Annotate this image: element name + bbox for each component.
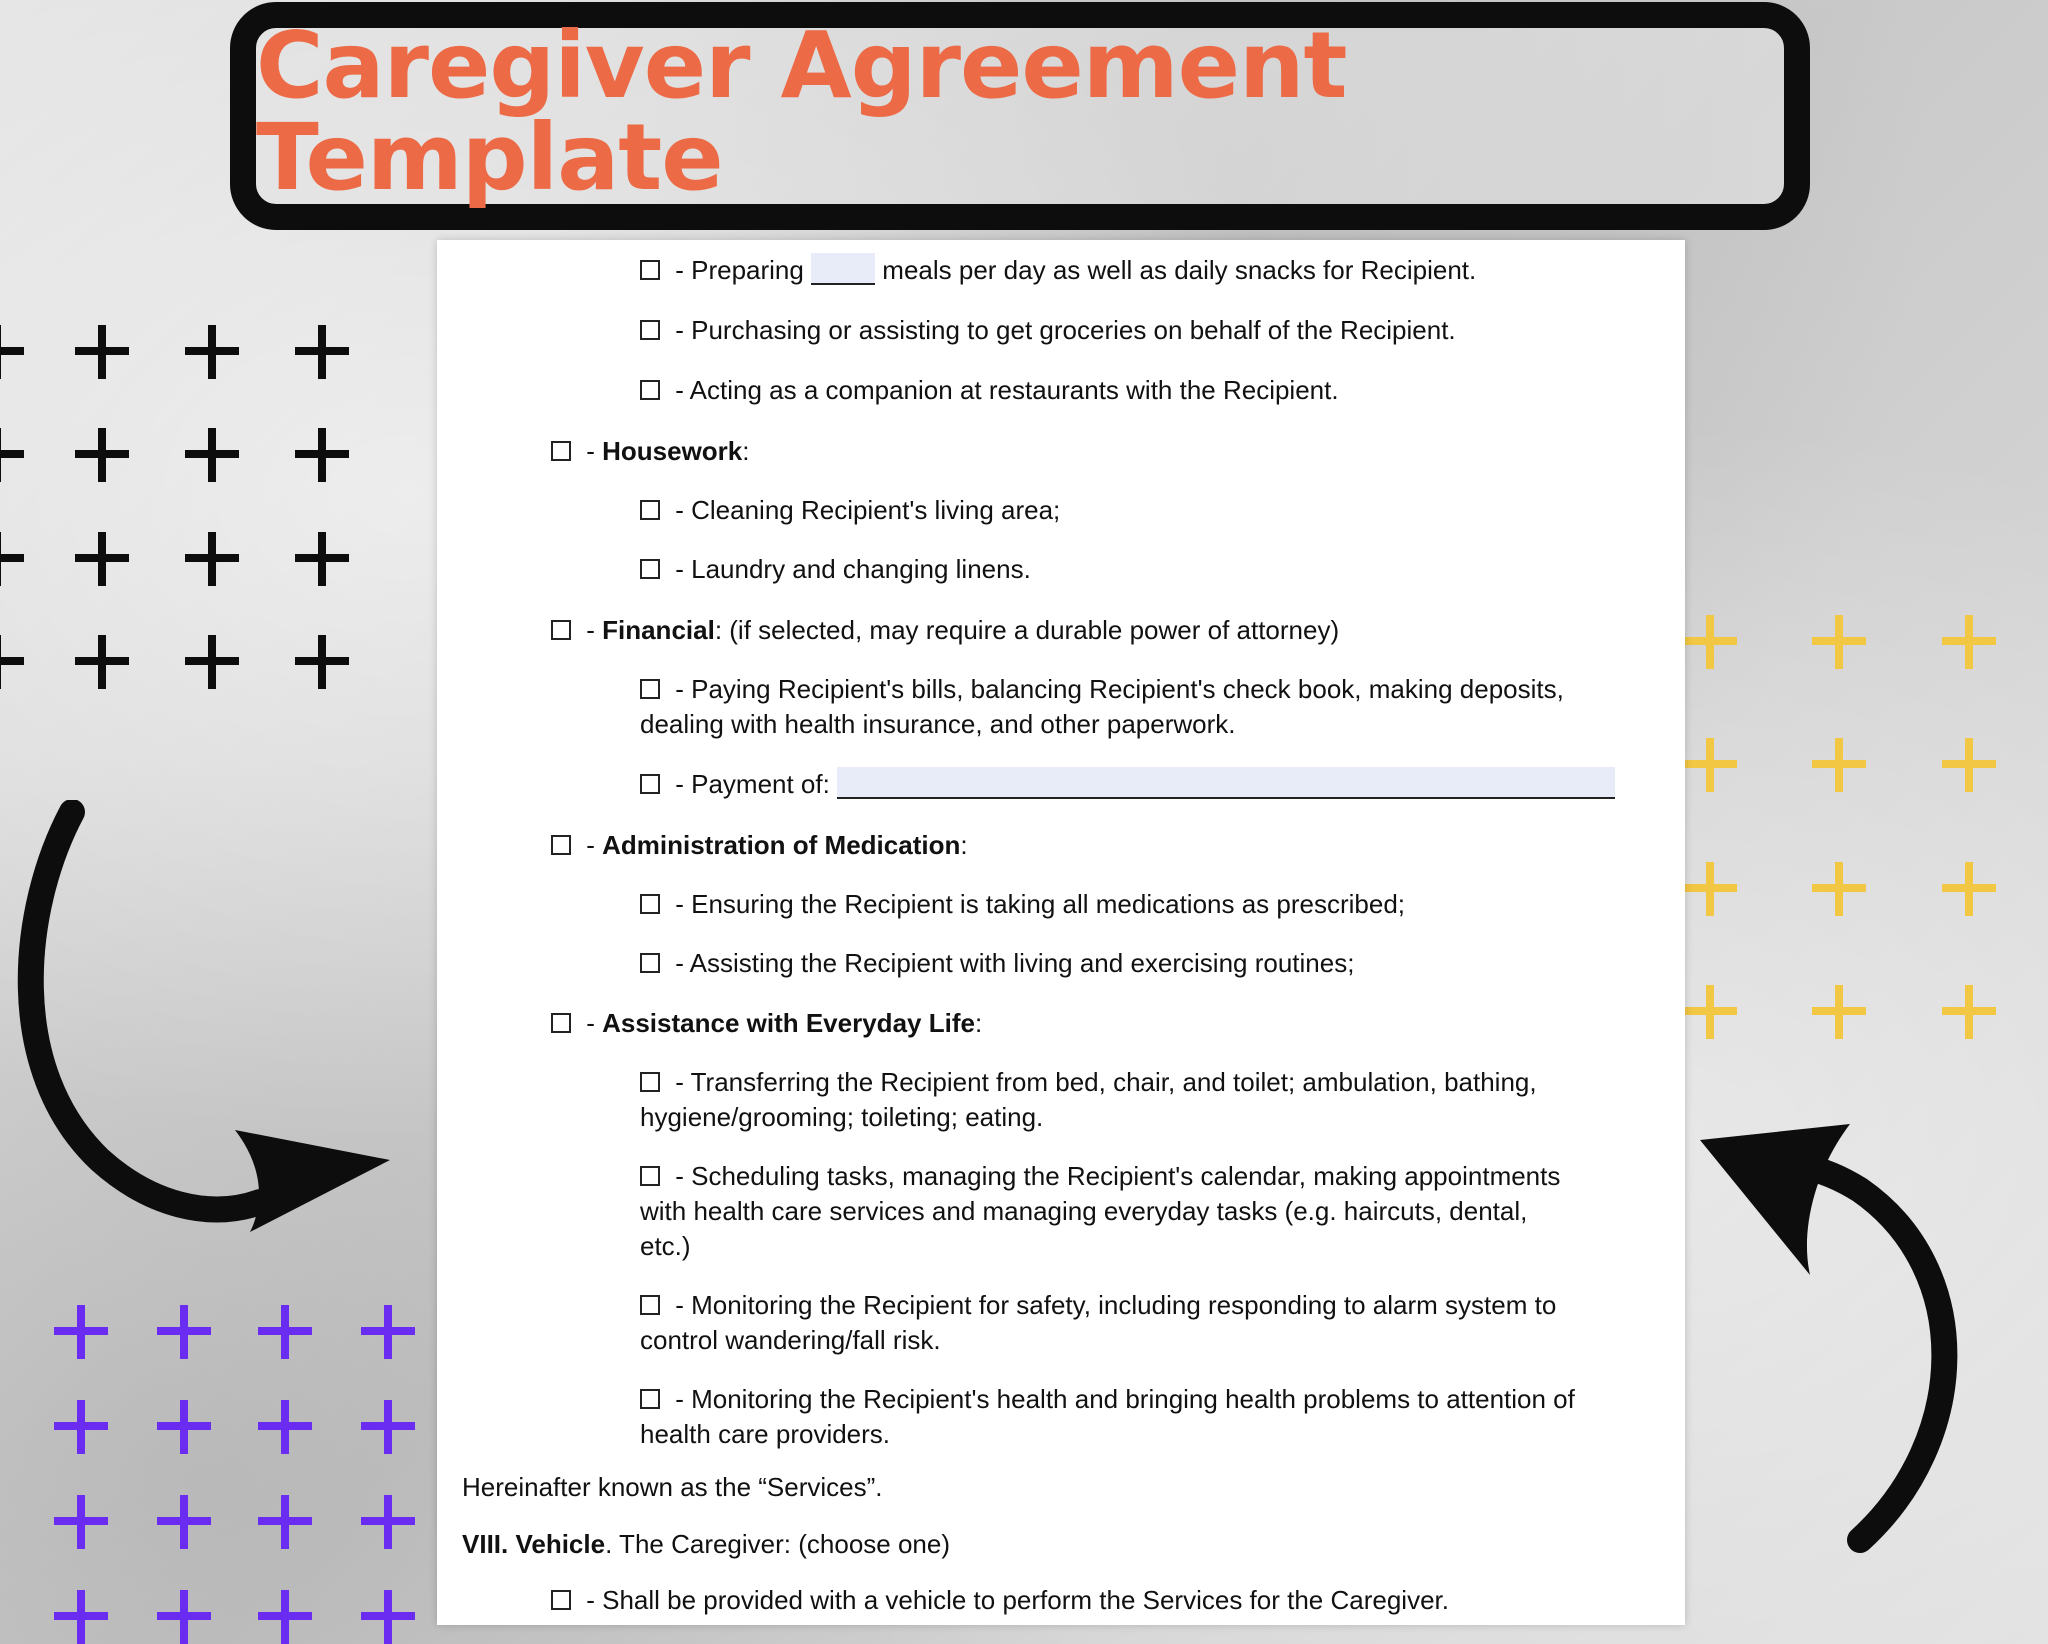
checkbox-icon[interactable] xyxy=(551,1590,571,1610)
plus-icon xyxy=(295,532,349,586)
plus-icon xyxy=(0,428,24,482)
checkbox-icon[interactable] xyxy=(640,380,660,400)
plus-icon xyxy=(54,1305,108,1359)
plus-icon xyxy=(1942,738,1996,792)
section-everyday-life: - Assistance with Everyday Life: xyxy=(551,1005,982,1041)
plus-icon xyxy=(1683,738,1737,792)
list-item-scheduling: - Scheduling tasks, managing the Recipient's calendar, making appointments xyxy=(640,1158,1560,1194)
title-banner xyxy=(230,2,1810,230)
payment-field[interactable] xyxy=(837,767,1615,799)
list-item-cleaning: - Cleaning Recipient's living area; xyxy=(640,492,1060,528)
checkbox-icon[interactable] xyxy=(640,1389,660,1409)
plus-icon xyxy=(1812,615,1866,669)
plus-icon xyxy=(185,532,239,586)
banner-title: Caregiver Agreement Template xyxy=(256,12,1347,211)
plus-icon xyxy=(1683,615,1737,669)
checkbox-icon[interactable] xyxy=(640,894,660,914)
plus-icon xyxy=(258,1590,312,1644)
plus-icon xyxy=(1942,985,1996,1039)
section-financial: - Financial: (if selected, may require a durable power of attorney) xyxy=(551,612,1339,648)
list-item-scheduling-cont: etc.) xyxy=(640,1231,691,1261)
plus-icon xyxy=(185,635,239,689)
list-item-meals: - Preparing meals per day as well as daily snacks for Recipient. xyxy=(640,252,1476,288)
plus-icon xyxy=(295,635,349,689)
checkbox-icon[interactable] xyxy=(640,1295,660,1315)
services-definition: Hereinafter known as the “Services”. xyxy=(462,1472,883,1502)
list-item-medication-1: - Ensuring the Recipient is taking all medications as prescribed; xyxy=(640,886,1405,922)
list-item-health-cont: health care providers. xyxy=(640,1419,891,1449)
checkbox-icon[interactable] xyxy=(551,620,571,640)
plus-icon xyxy=(157,1590,211,1644)
list-item-scheduling-cont: with health care services and managing everyday tasks (e.g. haircuts, dental, xyxy=(640,1196,1528,1226)
plus-icon xyxy=(1942,615,1996,669)
curved-arrow-left-pointing-icon xyxy=(1690,1110,1990,1560)
plus-icon xyxy=(54,1400,108,1454)
list-item-payment: - Payment of: xyxy=(640,766,1615,802)
list-item-laundry: - Laundry and changing linens. xyxy=(640,551,1031,587)
checkbox-icon[interactable] xyxy=(551,835,571,855)
list-item-safety-cont: control wandering/fall risk. xyxy=(640,1325,941,1355)
plus-icon xyxy=(75,428,129,482)
plus-icon xyxy=(185,325,239,379)
section-vehicle: VIII. Vehicle. The Caregiver: (choose one) xyxy=(462,1529,950,1559)
plus-icon xyxy=(1812,985,1866,1039)
plus-icon xyxy=(54,1495,108,1549)
section-medication: - Administration of Medication: xyxy=(551,827,968,863)
plus-icon xyxy=(1683,862,1737,916)
plus-icon xyxy=(295,428,349,482)
plus-icon xyxy=(157,1495,211,1549)
list-item-medication-2: - Assisting the Recipient with living and exercising routines; xyxy=(640,945,1354,981)
checkbox-icon[interactable] xyxy=(640,679,660,699)
checkbox-icon[interactable] xyxy=(640,559,660,579)
plus-icon xyxy=(361,1590,415,1644)
plus-icon xyxy=(157,1305,211,1359)
list-item-companion: - Acting as a companion at restaurants with the Recipient. xyxy=(640,372,1339,408)
plus-icon xyxy=(0,532,24,586)
checkbox-icon[interactable] xyxy=(640,953,660,973)
checkbox-icon[interactable] xyxy=(640,320,660,340)
list-item-safety: - Monitoring the Recipient for safety, including responding to alarm system to xyxy=(640,1287,1556,1323)
plus-icon xyxy=(258,1495,312,1549)
list-item-vehicle-option: - Shall be provided with a vehicle to perform the Services for the Caregiver. xyxy=(551,1582,1449,1618)
meals-count-field[interactable] xyxy=(811,253,875,285)
checkbox-icon[interactable] xyxy=(640,500,660,520)
checkbox-icon[interactable] xyxy=(640,1072,660,1092)
plus-icon xyxy=(258,1400,312,1454)
plus-icon xyxy=(75,325,129,379)
list-item-transfer: - Transferring the Recipient from bed, chair, and toilet; ambulation, bathing, xyxy=(640,1064,1537,1100)
plus-icon xyxy=(1812,738,1866,792)
list-item-transfer-cont: hygiene/grooming; toileting; eating. xyxy=(640,1102,1044,1132)
plus-icon xyxy=(361,1495,415,1549)
plus-icon xyxy=(1812,862,1866,916)
checkbox-icon[interactable] xyxy=(551,441,571,461)
plus-icon xyxy=(185,428,239,482)
checkbox-icon[interactable] xyxy=(640,774,660,794)
plus-icon xyxy=(1683,985,1737,1039)
list-item-bills-cont: dealing with health insurance, and other paperwork. xyxy=(640,709,1236,739)
list-item-bills: - Paying Recipient's bills, balancing Recipient's check book, making deposits, xyxy=(640,671,1564,707)
section-housework: - Housework: xyxy=(551,433,750,469)
plus-icon xyxy=(0,325,24,379)
plus-icon xyxy=(157,1400,211,1454)
list-item-groceries: - Purchasing or assisting to get groceries on behalf of the Recipient. xyxy=(640,312,1456,348)
list-item-health: - Monitoring the Recipient's health and bringing health problems to attention of xyxy=(640,1381,1575,1417)
plus-icon xyxy=(75,635,129,689)
checkbox-icon[interactable] xyxy=(640,1166,660,1186)
plus-icon xyxy=(361,1400,415,1454)
plus-icon xyxy=(75,532,129,586)
plus-icon xyxy=(295,325,349,379)
plus-icon xyxy=(54,1590,108,1644)
checkbox-icon[interactable] xyxy=(640,260,660,280)
plus-icon xyxy=(1942,862,1996,916)
curved-arrow-right-pointing-icon xyxy=(10,800,410,1260)
plus-icon xyxy=(361,1305,415,1359)
plus-icon xyxy=(0,635,24,689)
plus-icon xyxy=(258,1305,312,1359)
agreement-document xyxy=(437,240,1685,1625)
checkbox-icon[interactable] xyxy=(551,1013,571,1033)
